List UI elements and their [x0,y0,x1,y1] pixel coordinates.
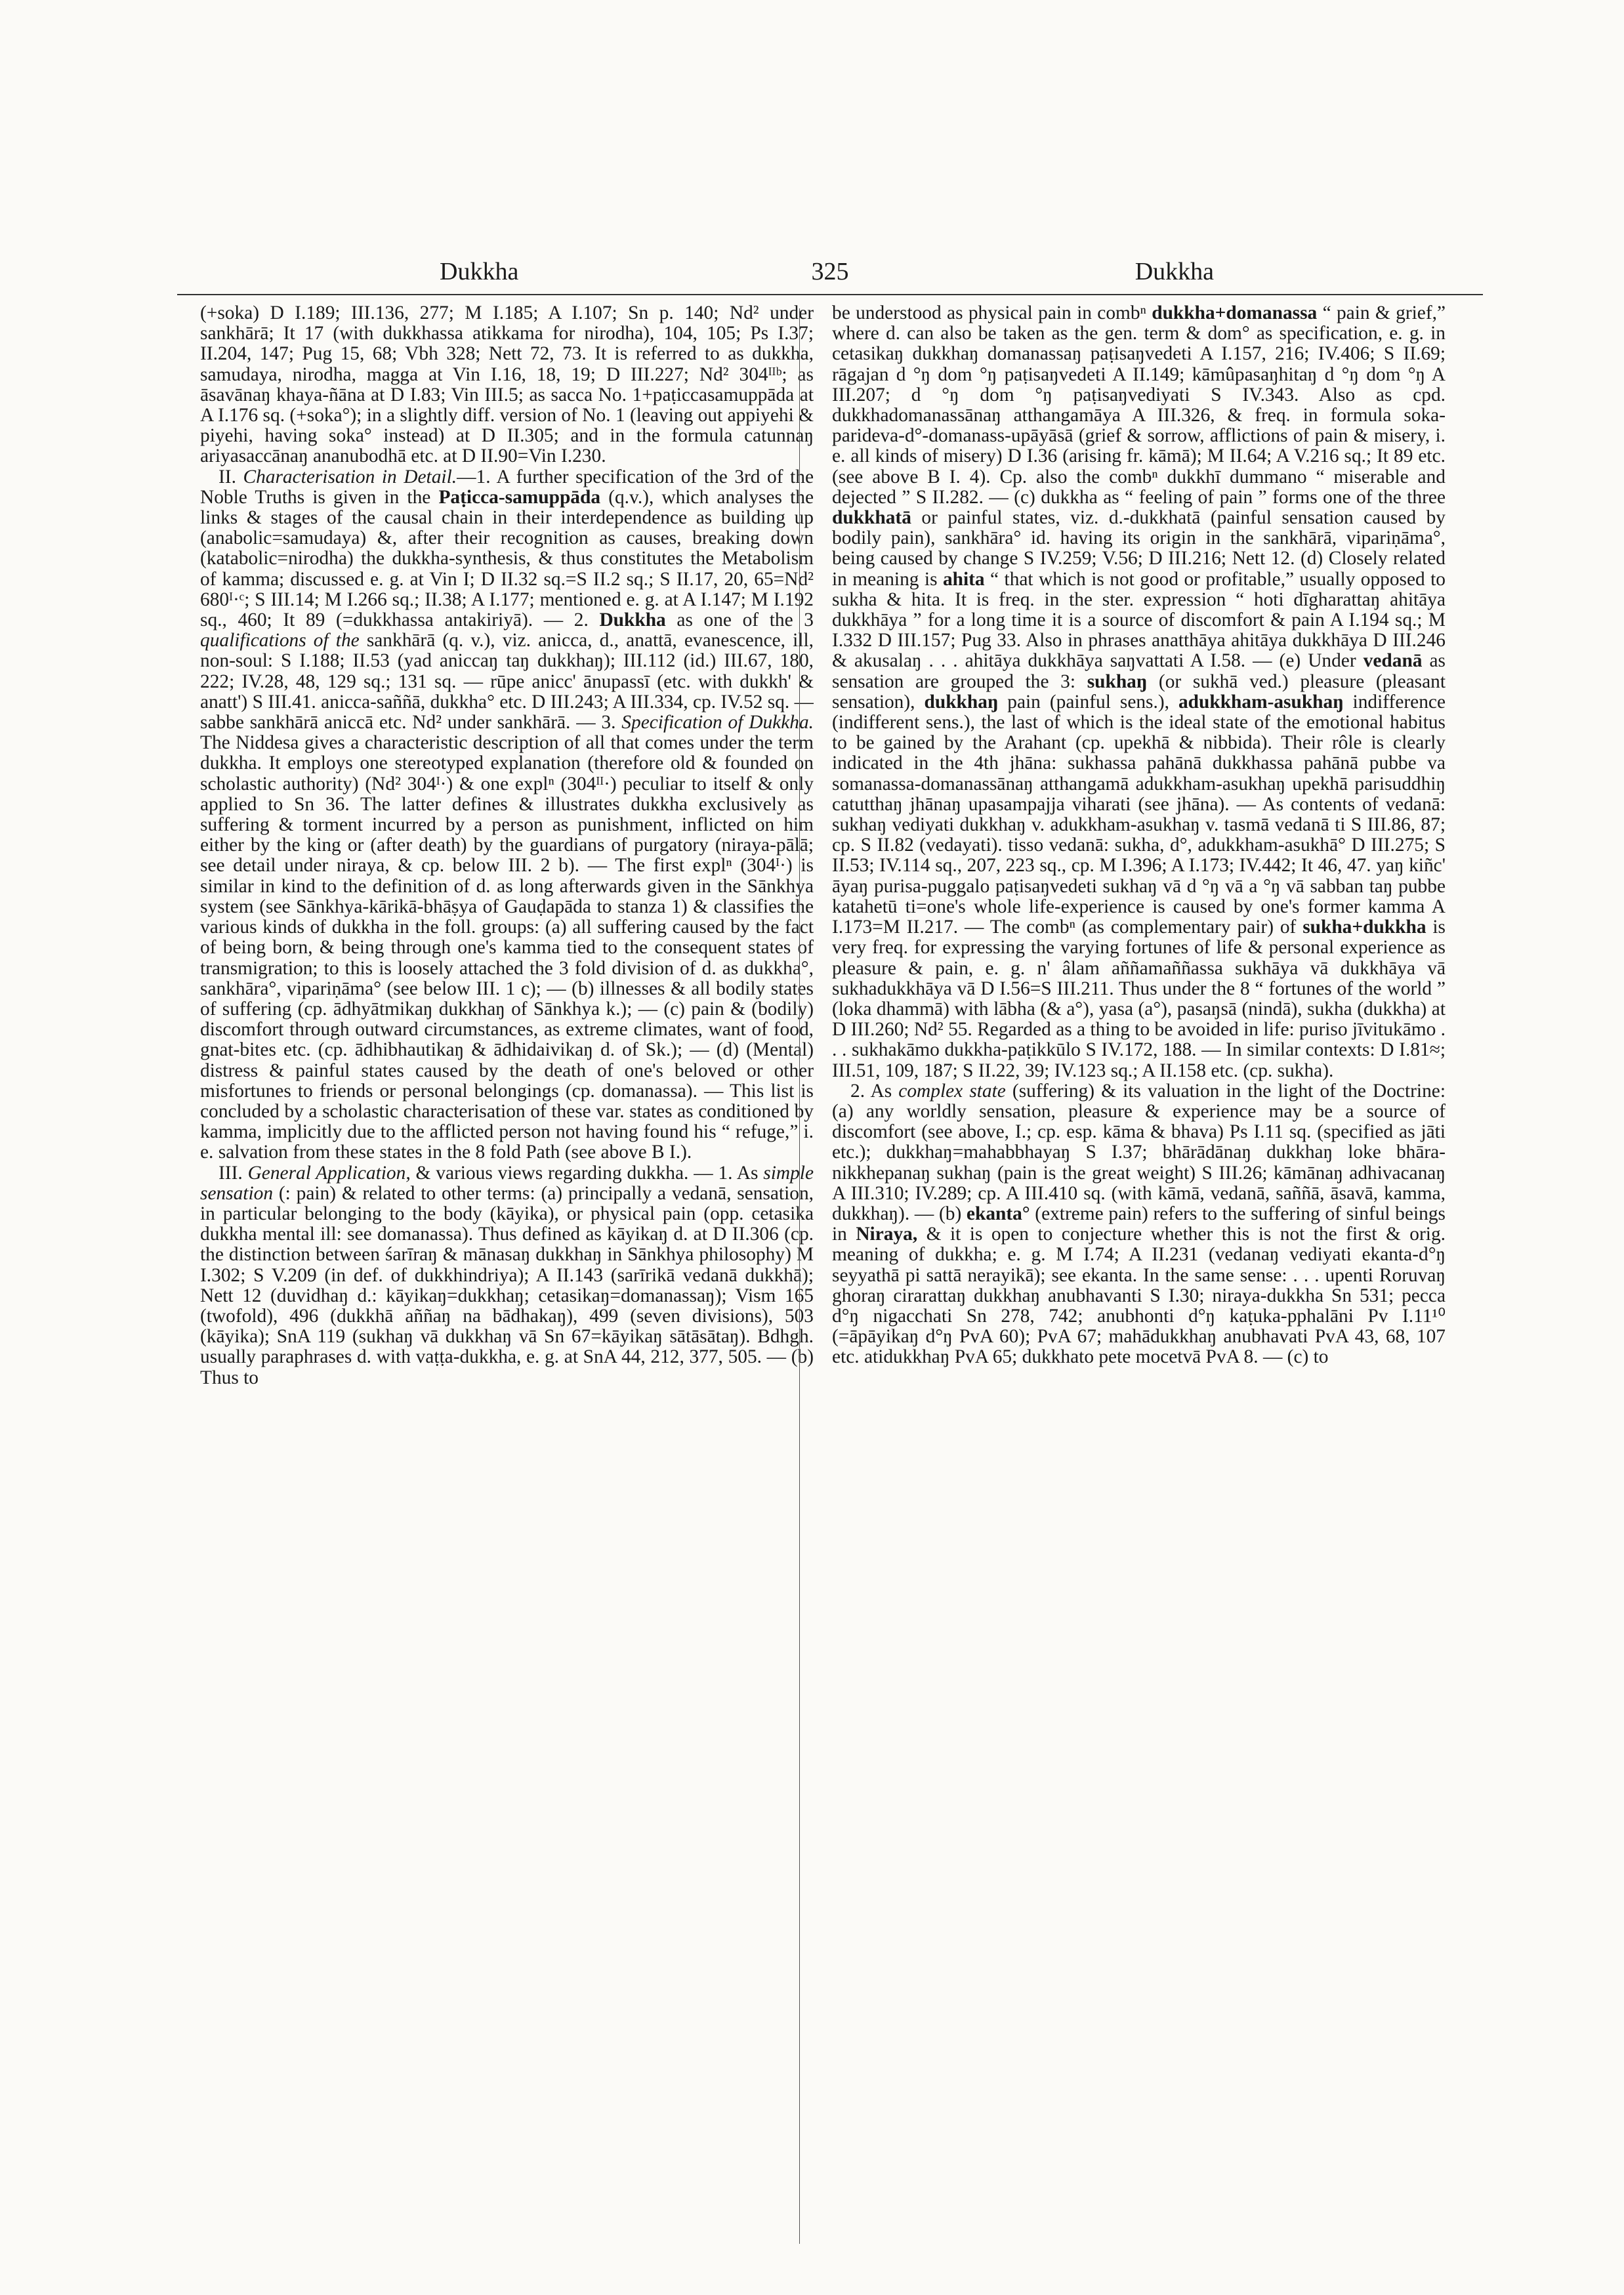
header-right-word: Dukkha [1135,258,1214,285]
paragraph: (+soka) D I.189; III.136, 277; M I.185; A I.107; Sn p. 140; Nd² under sankhārā; It 17 (with dukkhassa atikkama for nirodha), 104, 105; Ps I.37; II.204, 147; Pug 15, 68; Vbh 328; Nett 72, 73. It is referred to as dukkha, samudaya, nirodha, magga at Vin I.16, 18, 19; D III.227; Nd² 304ᴵᴵᵇ; as āsavānaŋ khaya-ñāna at D I.83; Vin III.5; as sacca No. 1+paṭiccasamuppāda at A I.176 sq. (+soka°); in a slightly diff. version of No. 1 (leaving out appiyehi & piyehi, having soka° instead) at D II.305; and in the formula catunnaŋ ariyasaccānaŋ ananubodhā etc. at D II.90=Vin I.230. [200,303,814,467]
paragraph: 2. As complex state (suffering) & its valuation in the light of the Doctrine: (a) any worldly sensation, pleasure & experience may be a source of discomfort (see above, I.; cp. esp. kāma & bhava) Ps I.11 sq. (specified as jāti etc.); dukkhaŋ=mahabbhayaŋ S I.37; bhārādānaŋ dukkhaŋ loke bhāra-nikkhepanaŋ sukhaŋ (pain is the great weight) S III.26; kāmānaŋ adhivacanaŋ A III.310; IV.289; cp. A III.410 sq. (with kāmā, vedanā, saññā, āsavā, kamma, dukkhaŋ). — (b) ekanta° (extreme pain) refers to the suffering of sinful beings in Niraya, & it is open to conjecture whether this is not the first & orig. meaning of dukkha; e. g. M I.74; A II.231 (vedanaŋ vediyati ekanta-d°ŋ seyyathā pi sattā nerayikā); see ekanta. In the same sense: . . . upenti Roruvaŋ ghoraŋ cirarattaŋ dukkhaŋ anubhavanti S I.30; niraya-dukkha Sn 531; pecca d°ŋ nigacchati Sn 278, 742; anubhonti d°ŋ kaṭuka-pphalāni Pv I.11¹⁰ (=āpāyikaŋ d°ŋ PvA 60); PvA 67; mahādukkhaŋ anubhavati PvA 43, 68, 107 etc. atidukkhaŋ PvA 65; dukkhato pete mocetvā PvA 8. — (c) to [832,1080,1446,1368]
left-text-column [200,303,814,2258]
paragraph: be understood as physical pain in combⁿ dukkha+domanassa “ pain & grief,” where d. can also be taken as the gen. term & dom° as specification, e. g. in cetasikaŋ dukkhaŋ domanassaŋ paṭisaŋvedeti A I.157, 216; IV.406; S II.69; rāgajan d °ŋ dom °ŋ paṭisaŋvedeti A II.149; kāmûpasaŋhitaŋ d °ŋ dom °ŋ A III.207; d °ŋ dom °ŋ paṭisaŋvediyati S IV.343. Also as cpd. dukkhadomanassānaŋ atthangamāya A III.326, & freq. in formula soka-parideva-d°-domanass-upāyāsā (grief & sorrow, afflictions of pain & misery, i. e. all kinds of misery) D I.36 (arising fr. kāmā); M II.64; A V.216 sq.; It 89 etc. (see above B I. 4). Cp. also the combⁿ dukkhī dummano “ miserable and dejected ” S II.282. — (c) dukkha as “ feeling of pain ” forms one of the three dukkhatā or painful states, viz. d.-dukkhatā (painful sensation caused by bodily pain), sankhāra° id. having its origin in the sankhārā, vipariṇāma°, being caused by change S IV.259; V.56; D III.216; Nett 12. (d) Closely related in meaning is ahita “ that which is not good or profitable,” usually opposed to sukha & hita. It is freq. in the ster. expression “ hoti dīgharattaŋ ahitāya dukkhāya ” for a long time it is a source of discomfort & pain A I.194 sq.; M I.332 D III.157; Pug 33. Also in phrases anatthāya ahitāya dukkhāya D III.246 & akusalaŋ . . . ahitāya dukkhāya saŋvattati A I.58. — (e) Under vedanā as sensation are grouped the 3: sukhaŋ (or sukhā ved.) pleasure (pleasant sensation), dukkhaŋ pain (painful sens.), adukkham-asukhaŋ indifference (indifferent sens.), the last of which is the ideal state of the emotional habitus to be gained by the Arahant (cp. upekhā & nibbida). Their rôle is clearly indicated in the 4th jhāna: sukhassa pahānā dukkhassa pahānā pubbe va somanassa-domanassānaŋ atthangamā adukkham-asukhaŋ upekhā parisuddhiŋ catutthaŋ jhānaŋ upasampajja viharati (see jhāna). — As contents of vedanā: sukhaŋ vediyati dukkhaŋ v. adukkham-asukhaŋ v. tasmā vedanā ti S III.86, 87; cp. S II.82 (vedayati). tisso vedanā: sukha, d°, adukkham-asukhā° D III.275; S II.53; IV.114 sq., 207, 223 sq., cp. M I.396; A I.173; IV.442; It 46, 47. yaŋ kiñc' āyaŋ purisa-puggalo paṭisaŋvedeti sukhaŋ vā d °ŋ vā a °ŋ vā sabban taŋ pubbe katahetū ti=one's whole life-experience is caused by one's former kamma A I.173=M II.217. — The combⁿ (as complementary pair) of sukha+dukkha is very freq. for expressing the varying fortunes of life & personal experience as pleasure & pain, e. g. n' âlam aññamaññassa sukhāya vā dukkhāya vā sukhadukkhāya vā D I.56=S III.211. Thus under the 8 “ fortunes of the world ” (loka dhammā) with lābha (& a°), yasa (a°), pasaŋsā (nindā), sukha (dukkha) at D III.260; Nd² 55. Regarded as a thing to be avoided in life: puriso jīvitukāmo . . . sukhakāmo dukkha-paṭikkūlo S IV.172, 188. — In similar contexts: D I.81≈; III.51, 109, 187; S II.22, 39; IV.123 sq.; A II.158 etc. (cp. sukha). [832,303,1446,1081]
running-header [177,257,1483,297]
column-divider [799,308,800,2244]
header-rule [177,294,1483,295]
paragraph: III. General Application, & various views regarding dukkha. — 1. As simple sensation (: pain) & related to other terms: (a) principally a vedanā, sensation, in particular belonging to the body (kāyika), or physical pain (opp. cetasika dukkha mental ill: see domanassa). Thus defined as kāyikaŋ d. at D II.306 (cp. the distinction between śarīraŋ & mānasaŋ dukkhaŋ in Sānkhya philosophy) M I.302; S V.209 (in def. of dukkhindriya); A II.143 (sarīrikā vedanā dukkhā); Nett 12 (duvidhaŋ d.: kāyikaŋ=dukkhaŋ; cetasikaŋ=domanassaŋ); Vism 165 (twofold), 496 (dukkhā aññaŋ na bādhakaŋ), 499 (seven divisions), 503 (kāyika); SnA 119 (sukhaŋ vā dukkhaŋ vā Sn 67=kāyikaŋ sātāsātaŋ). Bdhgh. usually paraphrases d. with vaṭṭa-dukkha, e. g. at SnA 44, 212, 377, 505. — (b) Thus to [200,1162,814,1388]
page-number: 325 [811,258,849,285]
paragraph: II. Characterisation in Detail.—1. A further specification of the 3rd of the Noble Truths is given in the Paṭicca-samuppāda (q.v.), which analyses the links & stages of the causal chain in their interdependence as building up (anabolic=samudaya) &, after their recognition as causes, breaking down (katabolic=nirodha) the dukkha-synthesis, & thus constitutes the Metabolism of kamma; discussed e. g. at Vin I; D II.32 sq.=S II.2 sq.; S II.17, 20, 65=Nd² 680ᴵ·ᶜ; S III.14; M I.266 sq.; II.38; A I.177; mentioned e. g. at A I.147; M I.192 sq., 460; It 89 (=dukkhassa antakiriyā). — 2. Dukkha as one of the 3 qualifications of the sankhārā (q. v.), viz. anicca, d., anattā, evanescence, ill, non-soul: S I.188; II.53 (yad aniccaŋ taŋ dukkhaŋ); III.112 (id.) III.67, 180, 222; IV.28, 48, 129 sq.; 131 sq. — rūpe anicc' ānupassī (etc. with dukkh' & anatt') S III.41. anicca-saññā, dukkha° etc. D III.243; A III.334, cp. IV.52 sq. — sabbe sankhārā aniccā etc. Nd² under sankhārā. — 3. Specification of Dukkha. The Niddesa gives a characteristic description of all that comes under the term dukkha. It employs one stereotyped explanation (therefore old & founded on scholastic authority) (Nd² 304ᴵ·) & one explⁿ (304ᴵᴵ·) peculiar to itself & only applied to Sn 36. The latter defines & illustrates dukkha exclusively as suffering & torment incurred by a person as punishment, inflicted on him either by the king or (after death) by the guardians of purgatory (niraya-pālā; see detail under niraya, & cp. below III. 2 b). — The first explⁿ (304ᴵ·) is similar in kind to the definition of d. as long afterwards given in the Sānkhya system (see Sānkhya-kārikā-bhāṣya of Gauḍapāda to stanza 1) & classifies the various kinds of dukkha in the foll. groups: (a) all suffering caused by the fact of being born, & being through one's kamma tied to the consequent states of transmigration; to this is loosely attached the 3 fold division of d. as dukkha°, sankhāra°, vipariṇāma° (see below III. 1 c); — (b) illnesses & all bodily states of suffering (cp. ādhyātmikaŋ dukkhaŋ of Sānkhya k.); — (c) pain & (bodily) discomfort through outward circumstances, as extreme climates, want of food, gnat-bites etc. (cp. ādhibhautikaŋ & ādhidaivikaŋ d. of Sk.); — (d) (Mental) distress & painful states caused by the death of one's beloved or other misfortunes to friends or personal belongings (cp. domanassa). — This list is concluded by a scholastic characterisation of these var. states as conditioned by kamma, implicitly due to the afflicted person not having found his “ refuge,” i. e. salvation from these states in the 8 fold Path (see above B I.). [200,466,814,1163]
header-left-word: Dukkha [440,258,519,285]
right-text-column [832,303,1446,2258]
